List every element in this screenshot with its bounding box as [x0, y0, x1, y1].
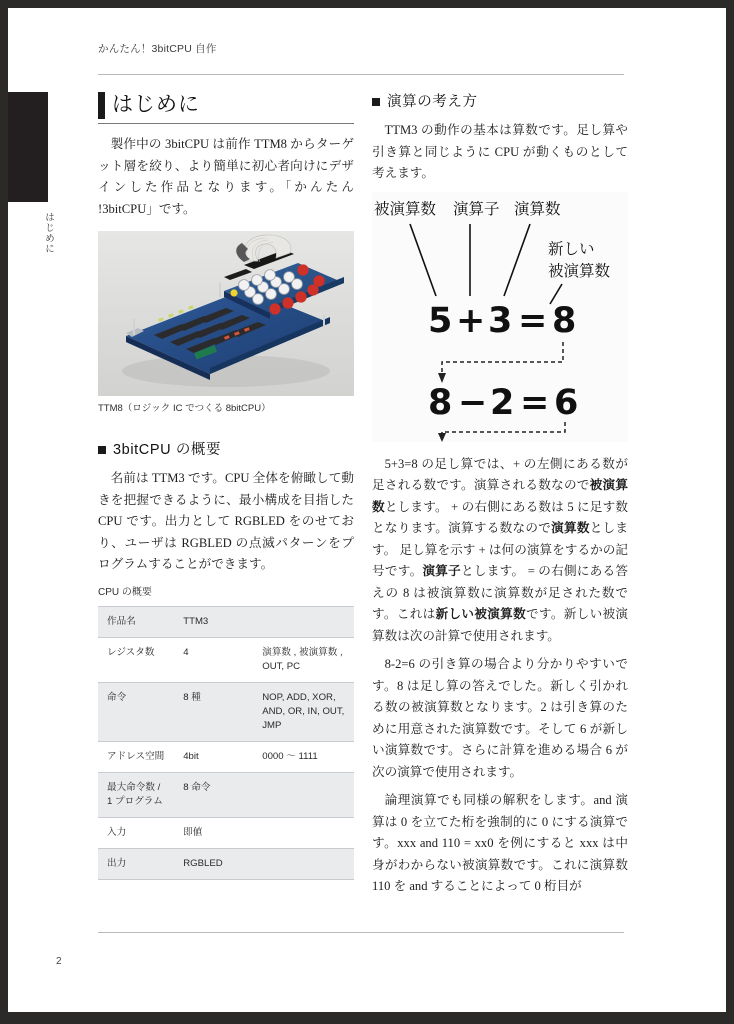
- spec-table: [98, 606, 354, 880]
- arithmetic-paragraph-2: [372, 454, 628, 648]
- emphasis-term: 演算子: [422, 564, 462, 578]
- table-row: [98, 637, 354, 682]
- table-cell-note: NOP, ADD, XOR, AND, OR, IN, OUT, JMP: [253, 682, 354, 741]
- intro-paragraph: 製作中の 3bitCPU は前作 TTM8 からターゲット層を絞り、より簡単に初心者向けにデザインした作品となります。「かんたん !3bitCPU」です。: [98, 137, 354, 216]
- table-cell-value: RGBLED: [174, 848, 253, 879]
- table-row: [98, 606, 354, 637]
- photo-caption: TTM8（ロジック IC でつくる 8bitCPU）: [98, 403, 271, 414]
- table-cell-note: 演算数 , 被演算数 , OUT, PC: [253, 637, 354, 682]
- svg-text:2: 2: [490, 382, 515, 423]
- svg-text:3: 3: [488, 300, 513, 341]
- text-run: 5+3=8 の足し算では、+ の左側にある数が足される数です。演算される数なので: [372, 456, 628, 492]
- svg-text:=: =: [518, 300, 548, 341]
- svg-text:8: 8: [428, 382, 453, 423]
- square-bullet-icon: [372, 98, 380, 106]
- table-cell-value: 即値: [174, 817, 253, 848]
- operand-diagram-graphic: [372, 192, 628, 442]
- arithmetic-paragraph-3: 8-2=6 の引き算の場合より分かりやすいです。8 は足し算の答えでした。新しく引かれる数の被演算数となります。2 は引き算のために用意された演算数です。そして 6 が新しい演算数です。さらに計算を進める場合 6 が次の演算で使用されます。: [372, 657, 628, 779]
- page-title: [98, 90, 354, 120]
- table-cell-value: TTM3: [174, 606, 253, 637]
- svg-text:6: 6: [554, 382, 579, 423]
- section-heading-overview: [98, 438, 354, 459]
- chapter-edge-tab-label: はじめに: [43, 212, 54, 254]
- svg-text:5: 5: [428, 300, 453, 341]
- table-cell-value: 8 種: [174, 682, 253, 741]
- emphasis-term: 演算数: [551, 521, 590, 535]
- svg-text:演算数: 演算数: [514, 200, 561, 218]
- operand-diagram: [372, 192, 628, 442]
- text-run: とします。 + の右側にある数は 5 に足す数となります。演算する数なので: [372, 499, 628, 535]
- emphasis-term: 被演算数: [372, 478, 628, 514]
- table-cell-label: 最大命令数 / 1 プログラム: [98, 772, 174, 817]
- text-run: とします。 足し算を示す + は何の演算をするかの記号です。: [372, 521, 629, 578]
- section-heading-overview-text: 3bitCPU の概要: [113, 442, 222, 458]
- svg-text:+: +: [456, 300, 486, 341]
- table-row: [98, 848, 354, 879]
- board-photo-graphic: [98, 231, 354, 396]
- table-cell-label: 作品名: [98, 606, 174, 637]
- square-bullet-icon: [98, 446, 106, 454]
- arithmetic-paragraph-4: 論理演算でも同様の解釈をします。and 演算は 0 を立てた桁を強制的に 0 にする演算です。xxx and 110 = xx0 を例にすると xxx は中身がわからない被演算数です。これに演算数 110 を and することによって 0 桁目が: [372, 793, 628, 893]
- table-cell-value: 4bit: [174, 741, 253, 772]
- table-row: [98, 772, 354, 817]
- right-column: [372, 90, 628, 905]
- arithmetic-paragraph-1: TTM3 の動作の基本は算数です。足し算や引き算と同じように CPU が動くものとして考えます。: [372, 123, 628, 180]
- svg-text:=: =: [520, 382, 550, 423]
- table-cell-note: [253, 772, 354, 817]
- svg-text:被演算数: 被演算数: [548, 262, 611, 280]
- table-caption: CPU の概要: [98, 586, 152, 598]
- section-heading-arithmetic-text: 演算の考え方: [387, 94, 478, 110]
- table-cell-label: アドレス空間: [98, 741, 174, 772]
- left-column: [98, 90, 354, 880]
- svg-text:−: −: [458, 382, 488, 423]
- table-cell-label: 入力: [98, 817, 174, 848]
- chapter-edge-tab: [8, 92, 48, 202]
- table-row: [98, 741, 354, 772]
- header-rule: [98, 74, 624, 75]
- title-accent-bar: [98, 92, 105, 119]
- table-cell-note: [253, 606, 354, 637]
- svg-text:新しい: 新しい: [548, 240, 595, 258]
- table-cell-label: 命令: [98, 682, 174, 741]
- table-row: [98, 682, 354, 741]
- table-row: [98, 817, 354, 848]
- table-cell-value: 4: [174, 637, 253, 682]
- title-underline: [98, 123, 354, 124]
- table-cell-label: レジスタ数: [98, 637, 174, 682]
- text-run: です。新しい被演算数は次の計算で使用されます。: [372, 607, 628, 643]
- page-title-text: はじめに: [112, 93, 200, 116]
- table-cell-note: [253, 817, 354, 848]
- text-run: とします。 = の右側にある答えの 8 は被演算数に演算数が足された数です。これは: [372, 564, 628, 621]
- running-header: かんたん！3bitCPU 自作: [98, 43, 217, 55]
- svg-text:被演算数: 被演算数: [374, 200, 437, 218]
- table-cell-note: 0000 〜 1111: [253, 741, 354, 772]
- table-cell-label: 出力: [98, 848, 174, 879]
- board-photo: [98, 231, 354, 396]
- footer-rule: [98, 932, 624, 933]
- svg-text:8: 8: [552, 300, 577, 341]
- page-number: 2: [56, 956, 62, 967]
- section-heading-arithmetic: [372, 90, 628, 111]
- svg-text:演算子: 演算子: [453, 200, 500, 218]
- emphasis-term: 新しい被演算数: [435, 607, 526, 621]
- overview-paragraph: 名前は TTM3 です。CPU 全体を俯瞰して動きを把握できるように、最小構成を目指した CPU です。出力として RGBLED をのせており、ユーザは RGBLED の点滅パターンをプログラムすることができます。: [98, 471, 354, 571]
- table-cell-note: [253, 848, 354, 879]
- table-cell-value: 8 命令: [174, 772, 253, 817]
